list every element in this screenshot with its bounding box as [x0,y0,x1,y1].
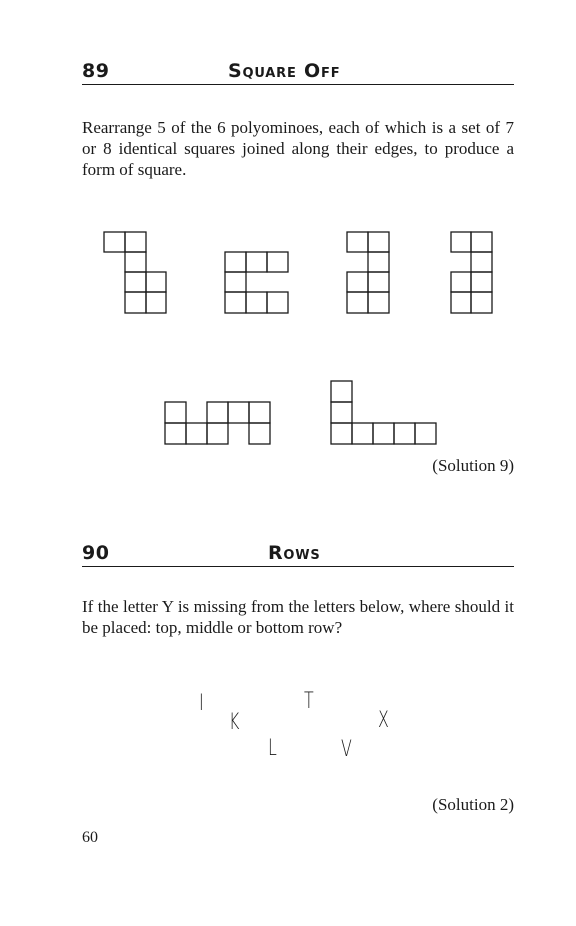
polyomino-6 [331,381,436,444]
letter-l: L [268,736,277,761]
polyomino-2 [225,252,288,313]
polyomino-3 [347,232,389,313]
puzzle-89-title: Square Off [228,60,341,82]
polyomino-5 [165,402,270,444]
puzzle-90-title: Rows [268,542,321,564]
letter-x: X [378,708,389,733]
page-number: 60 [82,829,98,846]
letter-v: V [341,737,352,762]
puzzle-89-solution: (Solution 9) [432,456,514,475]
letter-t: T [304,689,314,714]
polyomino-4 [451,232,492,313]
puzzle-90-number: 90 [82,542,110,564]
polyomino-1 [104,232,166,313]
puzzle-89-number: 89 [82,60,110,82]
puzzle-90-solution: (Solution 2) [432,795,514,814]
letter-k: K [229,710,240,735]
letter-i: I [199,691,204,716]
puzzle-89-text: Rearrange 5 of the 6 polyominoes, each of which is a set of 7 or 8 identical squares joined along their edges, to produce a form of square. [82,118,514,179]
puzzle-90-header [82,542,514,567]
puzzle-90-text: If the letter Y is missing from the letters below, where should it be placed: top, middle or bottom row? [82,597,514,637]
